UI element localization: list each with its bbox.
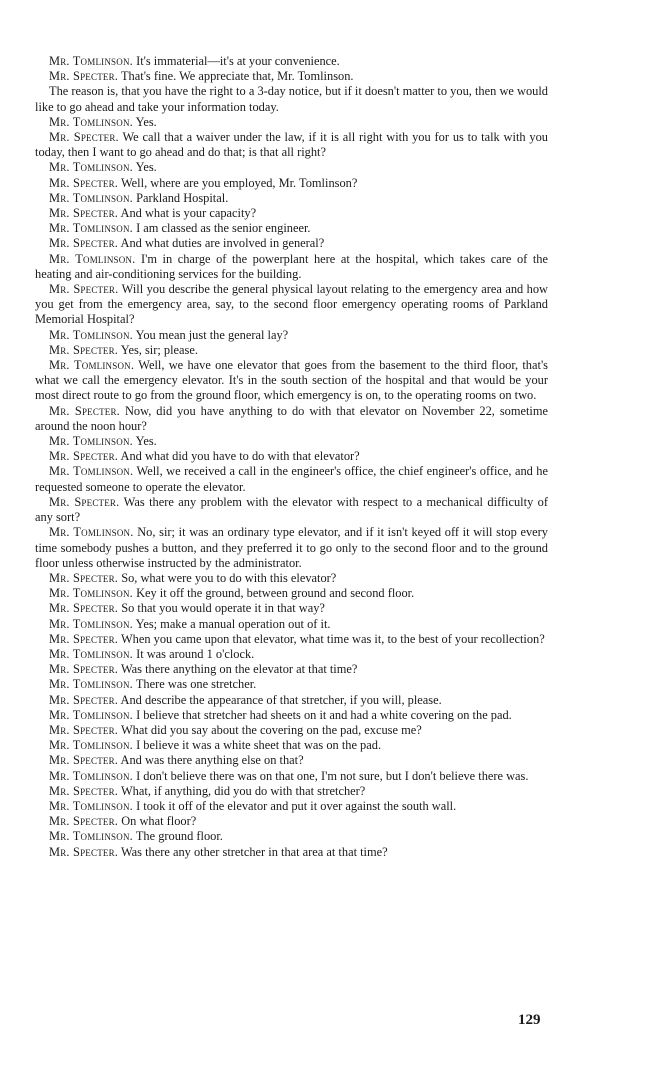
- transcript-paragraph: [35, 206, 548, 221]
- paragraph-text: The reason is, that you have the right to a 3-day notice, but if it doesn't matter to you, then we would like to go ahead and take your information today.: [35, 84, 548, 114]
- transcript-page: [35, 54, 548, 860]
- paragraph-text: Yes.: [132, 434, 157, 449]
- paragraph-text: I believe it was a white sheet that was on the pad.: [132, 738, 382, 753]
- transcript-paragraph: [35, 693, 548, 708]
- paragraph-text: I believe that stretcher had sheets on it and had a white covering on the pad.: [132, 707, 512, 722]
- speaker-label: Mr. Tomlinson.: [49, 768, 133, 783]
- paragraph-text: I don't believe there was on that one, I'm not sure, but I don't believe there was.: [132, 768, 529, 783]
- transcript-paragraph: [35, 723, 548, 738]
- speaker-label: Mr. Specter.: [49, 449, 119, 464]
- paragraph-text: And what is your capacity?: [118, 206, 257, 221]
- speaker-label: Mr. Specter.: [49, 601, 119, 616]
- speaker-label: Mr. Specter.: [49, 722, 119, 737]
- transcript-paragraph: [35, 130, 548, 160]
- transcript-paragraph: [35, 677, 548, 692]
- speaker-label: Mr. Specter.: [49, 844, 119, 859]
- paragraph-text: What, if anything, did you do with that stretcher?: [118, 783, 366, 798]
- transcript-paragraph: [35, 647, 548, 662]
- transcript-paragraph: [35, 282, 548, 328]
- speaker-label: Mr. Tomlinson.: [49, 738, 133, 753]
- speaker-label: Mr. Specter.: [49, 662, 119, 677]
- speaker-label: Mr. Specter.: [49, 69, 119, 84]
- paragraph-text: And what duties are involved in general?: [118, 236, 325, 251]
- speaker-label: Mr. Tomlinson.: [49, 160, 133, 175]
- speaker-label: Mr. Tomlinson.: [49, 54, 133, 68]
- transcript-paragraph: [35, 617, 548, 632]
- paragraph-text: It was around 1 o'clock.: [132, 646, 255, 661]
- speaker-label: Mr. Specter.: [49, 814, 119, 829]
- paragraph-text: Parkland Hospital.: [132, 190, 229, 205]
- transcript-paragraph: [35, 601, 548, 616]
- paragraph-text: I am classed as the senior engineer.: [132, 221, 311, 236]
- paragraph-text: I took it off of the elevator and put it over against the south wall.: [132, 798, 457, 813]
- transcript-paragraph: [35, 69, 548, 84]
- speaker-label: Mr. Tomlinson.: [49, 251, 136, 266]
- speaker-label: Mr. Tomlinson.: [49, 586, 133, 601]
- transcript-paragraph: [35, 525, 548, 571]
- paragraph-text: Now, did you have anything to do with that elevator on November 22, sometime around the noon hour?: [35, 403, 549, 433]
- paragraph-text: You mean just the general lay?: [132, 327, 289, 342]
- paragraph-text: Well, we have one elevator that goes from the basement to the third floor, that's what we call the emergency elevator. It's in the south section of the hospital and that would be your most direct route to go from the ground floor, which emergency is on, to the operating rooms on two.: [35, 358, 549, 403]
- paragraph-text: What did you say about the covering on the pad, excuse me?: [118, 722, 422, 737]
- paragraph-text: When you came upon that elevator, what time was it, to the best of your recollection?: [118, 631, 545, 646]
- speaker-label: Mr. Specter.: [49, 494, 120, 509]
- paragraph-text: So, what were you to do with this elevator?: [118, 570, 337, 585]
- transcript-paragraph: [35, 769, 548, 784]
- transcript-paragraph: [35, 191, 548, 206]
- speaker-label: Mr. Tomlinson.: [49, 525, 134, 540]
- transcript-paragraph: [35, 54, 548, 69]
- transcript-paragraph: [35, 829, 548, 844]
- speaker-label: Mr. Specter.: [49, 342, 119, 357]
- speaker-label: Mr. Specter.: [49, 403, 120, 418]
- paragraph-text: We call that a waiver under the law, if it is all right with you for us to talk with you today, then I want to go ahead and do that; is that all right?: [35, 130, 549, 160]
- paragraph-text: And describe the appearance of that stretcher, if you will, please.: [118, 692, 442, 707]
- transcript-paragraph: [35, 662, 548, 677]
- transcript-paragraph: [35, 358, 548, 404]
- speaker-label: Mr. Tomlinson.: [49, 677, 133, 692]
- speaker-label: Mr. Tomlinson.: [49, 646, 133, 661]
- transcript-paragraph: [35, 252, 548, 282]
- speaker-label: Mr. Specter.: [49, 236, 119, 251]
- transcript-paragraph: [35, 464, 548, 494]
- transcript-paragraph: [35, 814, 548, 829]
- speaker-label: Mr. Specter.: [49, 692, 119, 707]
- speaker-label: Mr. Tomlinson.: [49, 114, 133, 129]
- speaker-label: Mr. Tomlinson.: [49, 464, 134, 479]
- speaker-label: Mr. Specter.: [49, 175, 119, 190]
- transcript-paragraph: [35, 753, 548, 768]
- speaker-label: Mr. Specter.: [49, 570, 119, 585]
- paragraph-text: Was there any other stretcher in that area at that time?: [118, 844, 388, 859]
- speaker-label: Mr. Tomlinson.: [49, 221, 133, 236]
- paragraph-text: Yes.: [132, 114, 157, 129]
- transcript-paragraph: [35, 586, 548, 601]
- transcript-paragraph: [35, 799, 548, 814]
- paragraph-text: On what floor?: [118, 814, 197, 829]
- transcript-paragraph: [35, 84, 548, 114]
- paragraph-text: Well, where are you employed, Mr. Tomlinson?: [118, 175, 358, 190]
- transcript-paragraph: [35, 738, 548, 753]
- transcript-paragraph: [35, 328, 548, 343]
- paragraph-text: So that you would operate it in that way?: [118, 601, 325, 616]
- speaker-label: Mr. Specter.: [49, 631, 119, 646]
- paragraph-text: No, sir; it was an ordinary type elevator, and if it isn't keyed off it will stop every time somebody pushes a button, and they preferred it to go only to the second floor and to the ground floor unless otherwise instructed by the administrator.: [35, 525, 548, 570]
- speaker-label: Mr. Tomlinson.: [49, 829, 133, 844]
- paragraph-text: The ground floor.: [132, 829, 223, 844]
- transcript-paragraph: [35, 404, 548, 434]
- paragraph-text: And was there anything else on that?: [118, 753, 304, 768]
- paragraph-text: I'm in charge of the powerplant here at the hospital, which takes care of the heating and air-conditioning services for the building.: [35, 251, 548, 281]
- speaker-label: Mr. Tomlinson.: [49, 798, 133, 813]
- transcript-paragraph: [35, 708, 548, 723]
- transcript-paragraph: [35, 845, 548, 860]
- speaker-label: Mr. Tomlinson.: [49, 707, 133, 722]
- transcript-paragraph: [35, 784, 548, 799]
- speaker-label: Mr. Specter.: [49, 282, 119, 297]
- speaker-label: Mr. Tomlinson.: [49, 358, 135, 373]
- speaker-label: Mr. Specter.: [49, 130, 119, 145]
- transcript-paragraph: [35, 160, 548, 175]
- speaker-label: Mr. Tomlinson.: [49, 327, 133, 342]
- speaker-label: Mr. Tomlinson.: [49, 616, 133, 631]
- transcript-paragraph: [35, 221, 548, 236]
- transcript-paragraph: [35, 236, 548, 251]
- paragraph-text: Yes, sir; please.: [118, 342, 198, 357]
- paragraph-text: Was there any problem with the elevator with respect to a mechanical difficulty of any sort?: [35, 494, 549, 525]
- speaker-label: Mr. Tomlinson.: [49, 190, 133, 205]
- transcript-paragraph: [35, 115, 548, 130]
- paragraph-text: Was there anything on the elevator at that time?: [118, 662, 358, 677]
- paragraph-text: Yes; make a manual operation out of it.: [132, 616, 331, 631]
- transcript-paragraph: [35, 434, 548, 449]
- paragraph-text: There was one stretcher.: [132, 677, 257, 692]
- transcript-paragraph: [35, 571, 548, 586]
- transcript-paragraph: [35, 449, 548, 464]
- paragraph-text: Key it off the ground, between ground and second floor.: [132, 586, 415, 601]
- page-number: 129: [518, 1012, 541, 1028]
- paragraph-text: That's fine. We appreciate that, Mr. Tomlinson.: [118, 69, 354, 84]
- paragraph-text: Well, we received a call in the engineer's office, the chief engineer's office, and he requested someone to operate the elevator.: [35, 464, 548, 494]
- paragraph-text: Will you describe the general physical layout relating to the emergency area and how you get from the emergency area, say, to the second floor emergency operating rooms of Parkland Memorial Hospital?: [35, 282, 548, 327]
- speaker-label: Mr. Specter.: [49, 206, 119, 221]
- paragraph-text: It's immaterial—it's at your convenience.: [132, 54, 340, 68]
- paragraph-text: And what did you have to do with that elevator?: [118, 449, 360, 464]
- transcript-paragraph: [35, 176, 548, 191]
- transcript-paragraph: [35, 495, 548, 525]
- transcript-paragraph: [35, 343, 548, 358]
- transcript-paragraph: [35, 632, 548, 647]
- speaker-label: Mr. Tomlinson.: [49, 434, 133, 449]
- speaker-label: Mr. Specter.: [49, 783, 119, 798]
- paragraph-text: Yes.: [132, 160, 157, 175]
- speaker-label: Mr. Specter.: [49, 753, 119, 768]
